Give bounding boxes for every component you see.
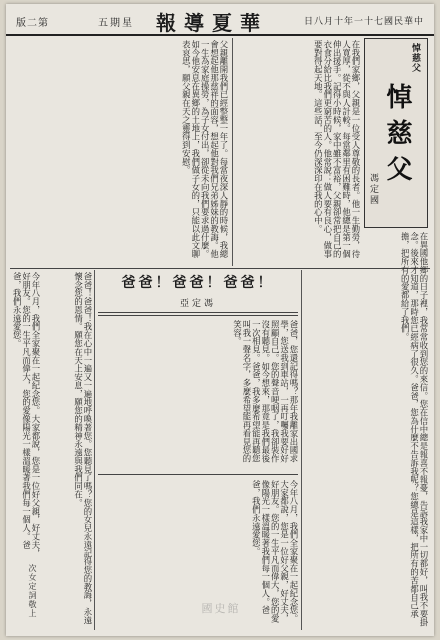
masthead xyxy=(6,4,434,36)
left-body-text: 爸爸！爸爸！我在心中一遍又一遍地呼喚著您。您聽見了嗎？您的女兒永遠記得您的教誨，永遠懷念您的恩情。願您在天上安息，願您的精神永遠與我們同在。 xyxy=(73,272,93,625)
eulogy-title: 悼慈父 xyxy=(382,83,412,191)
column-divider xyxy=(232,38,233,266)
signoff: 次女定詞敬上 xyxy=(28,564,37,618)
far-left-body-text: 今年八月，我們全家聚在一起紀念您。大家都說，您是一位好父親，好丈夫，好朋友。您的一生平凡而偉大，您的愛像陽光一樣溫暖著我們每一個人。爸爸，我們永遠愛您。 xyxy=(12,272,41,558)
column-divider xyxy=(301,270,302,630)
newspaper-page xyxy=(6,4,434,636)
eulogy-author: 馮定國 xyxy=(368,173,378,206)
publication-date: 日八月十年一十七國民華中 xyxy=(303,17,424,27)
lower-middle-body-text: 今年八月，我們全家聚在一起紀念您。大家都說，您是一位好父親，好丈夫，好朋友。您的一生平凡而偉大，您的愛像陽光一樣溫暖著我們每一個人。爸爸，我們永遠愛您。 xyxy=(251,480,299,623)
headline-rule xyxy=(98,312,298,316)
issue-day: 五期星 xyxy=(98,18,134,29)
column-divider xyxy=(94,270,95,630)
archive-watermark: 國史館 xyxy=(201,602,241,615)
newspaper-title: 報導夏華 xyxy=(156,11,268,35)
upper-left-body-text: 父親離開我們已經整整一年了。每當夜深人靜的時候，我總會想起他那慈祥的面容，想起他對我們兄弟姊妹的教誨。他一生為家庭操勞，為子女付出，卻從未向我們要求過什麼。如今他安息在異鄉的土地上，我們做子女的，只能以此文聊表哀思，願父親在天之靈得到安慰。 xyxy=(181,40,229,259)
eulogy-label: 悼慈父 xyxy=(410,43,420,73)
eulogy-header-box xyxy=(364,38,428,228)
article-headline: ！爸爸！爸爸！爸爸 xyxy=(121,275,275,291)
eulogy-body-text: 在我們家鄉，父親是一位受人尊敬的長者。他一生勤勞，待人寬厚，從不與人計較。每當鄰里有困難時，他總是第一個伸出援手。記得小時候，家中雖不富裕，父親卻常把自己的衣食分給比我們更窮苦的人。他常說：做人要有良心，做事要對得起天地。這些話，至今仍深深印在我的心中。 xyxy=(313,40,361,259)
middle-body-text: 爸爸，您還記得嗎？那年我離家出國求學，您送我到車站，一再叮囑我要好好照顧自己。您的聲音哽咽了，我卻裝作沒有聽見。如今想來，那竟是我們最後一次相見。爸爸，我多麼希望能再聽您叫我一聲名字，多麼希望能再看見您的笑容。 xyxy=(232,320,299,463)
article-author: 亞定馮 xyxy=(179,299,216,309)
horizontal-divider xyxy=(98,474,298,475)
right-lower-body-text: 在異國他鄉的日子裡，我常常收到您的來信。您在信中總是報喜不報憂，告訴我家中一切都好，叫我不要掛念。後來才知道，那時您已經病了很久。爸爸，您為什麼不告訴我呢？您總是這樣，把所有的苦都自己承擔，把所有的愛都給了我們。 xyxy=(400,232,429,627)
page-number: 版二第 xyxy=(16,18,49,29)
